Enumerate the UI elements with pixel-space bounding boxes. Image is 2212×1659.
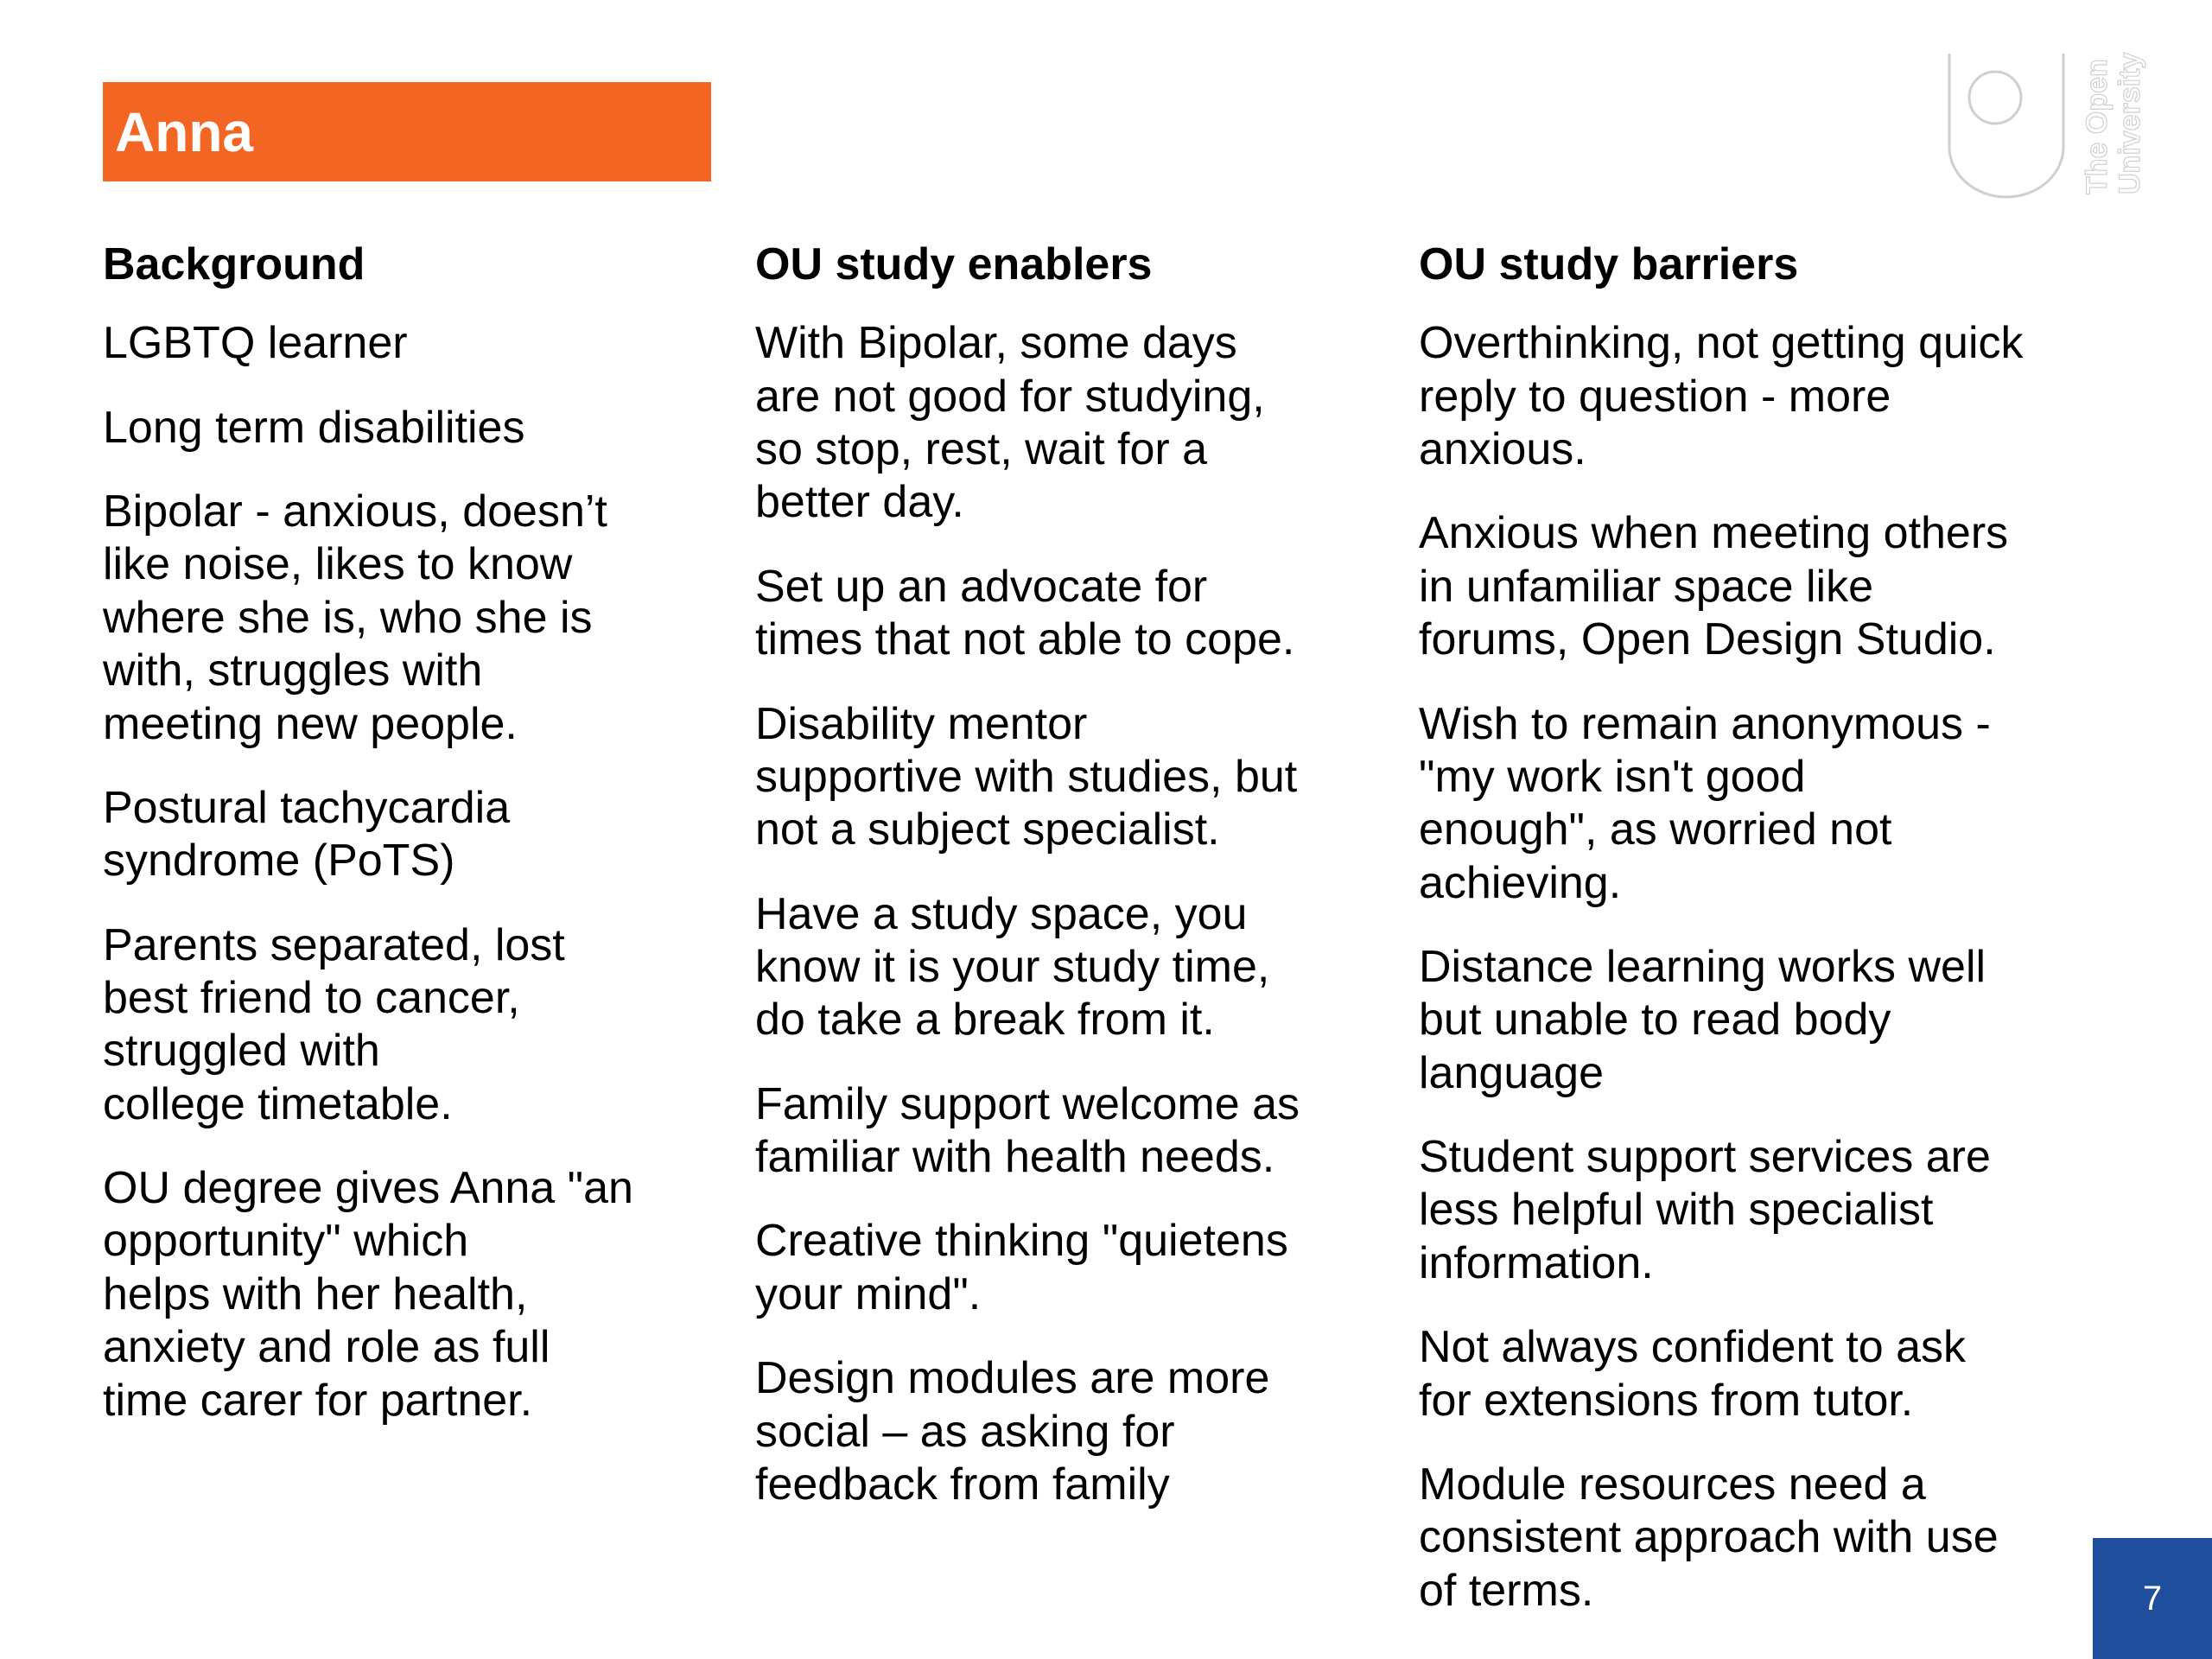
column-heading: OU study barriers	[1419, 239, 1799, 289]
column-paragraph: Distance learning works well but unable to read body language	[1419, 941, 1986, 1098]
column-heading: OU study enablers	[755, 239, 1153, 289]
barriers-column	[1419, 238, 2110, 1649]
column-paragraph: OU degree gives Anna "an opportunity" which helps with her health, anxiety and role as full time carer for partner.	[103, 1163, 633, 1426]
column-paragraph: Creative thinking "quietens your mind".	[755, 1216, 1288, 1319]
enablers-column	[755, 238, 1377, 1542]
column-paragraph: Long term disabilities	[103, 402, 525, 453]
logo-text-line-2: University	[2113, 52, 2146, 194]
background-column	[103, 238, 708, 1459]
column-paragraph: Anxious when meeting others in unfamiliar space like forums, Open Design Studio.	[1419, 508, 2009, 665]
logo-wordmark	[2081, 52, 2146, 194]
column-paragraph: Student support services are less helpful with specialist information.	[1419, 1132, 1991, 1288]
column-paragraph: LGBTQ learner	[103, 318, 408, 369]
column-paragraph: Disability mentor supportive with studies, but not a subject specialist.	[755, 698, 1298, 855]
column-paragraph: Set up an advocate for times that not able to cope.	[755, 561, 1295, 665]
title-bar	[103, 82, 711, 181]
column-heading: Background	[103, 239, 365, 289]
column-paragraph: With Bipolar, some days are not good for studying, so stop, rest, wait for a better day.	[755, 318, 1265, 528]
column-paragraph: Parents separated, lost best friend to cancer, struggled with college timetable.	[103, 919, 565, 1129]
logo-text-line-1: The Open	[2081, 59, 2113, 194]
column-paragraph: Design modules are more social – as asking for feedback from family	[755, 1353, 1270, 1510]
column-paragraph: Family support welcome as familiar with health needs.	[755, 1078, 1300, 1183]
column-paragraph: Have a study space, you know it is your study time, do take a break from it.	[755, 888, 1270, 1046]
open-university-logo-icon	[1946, 52, 2162, 199]
page-number: 7	[2142, 1579, 2163, 1618]
column-paragraph: Overthinking, not getting quick reply to question - more anxious.	[1419, 318, 2024, 475]
column-paragraph: Bipolar - anxious, doesn’t like noise, likes to know where she is, who she is with, struggles with meeting new people.	[103, 486, 607, 749]
column-paragraph: Module resources need a consistent approach with use of terms.	[1419, 1459, 1999, 1616]
column-paragraph: Not always confident to ask for extensions from tutor.	[1419, 1322, 1966, 1426]
page-number-badge	[2093, 1538, 2212, 1659]
slide-title: Anna	[115, 100, 253, 163]
column-paragraph: Postural tachycardia syndrome (PoTS)	[103, 782, 511, 887]
column-paragraph: Wish to remain anonymous - "my work isn't good enough", as worried not achieving.	[1419, 698, 1991, 908]
